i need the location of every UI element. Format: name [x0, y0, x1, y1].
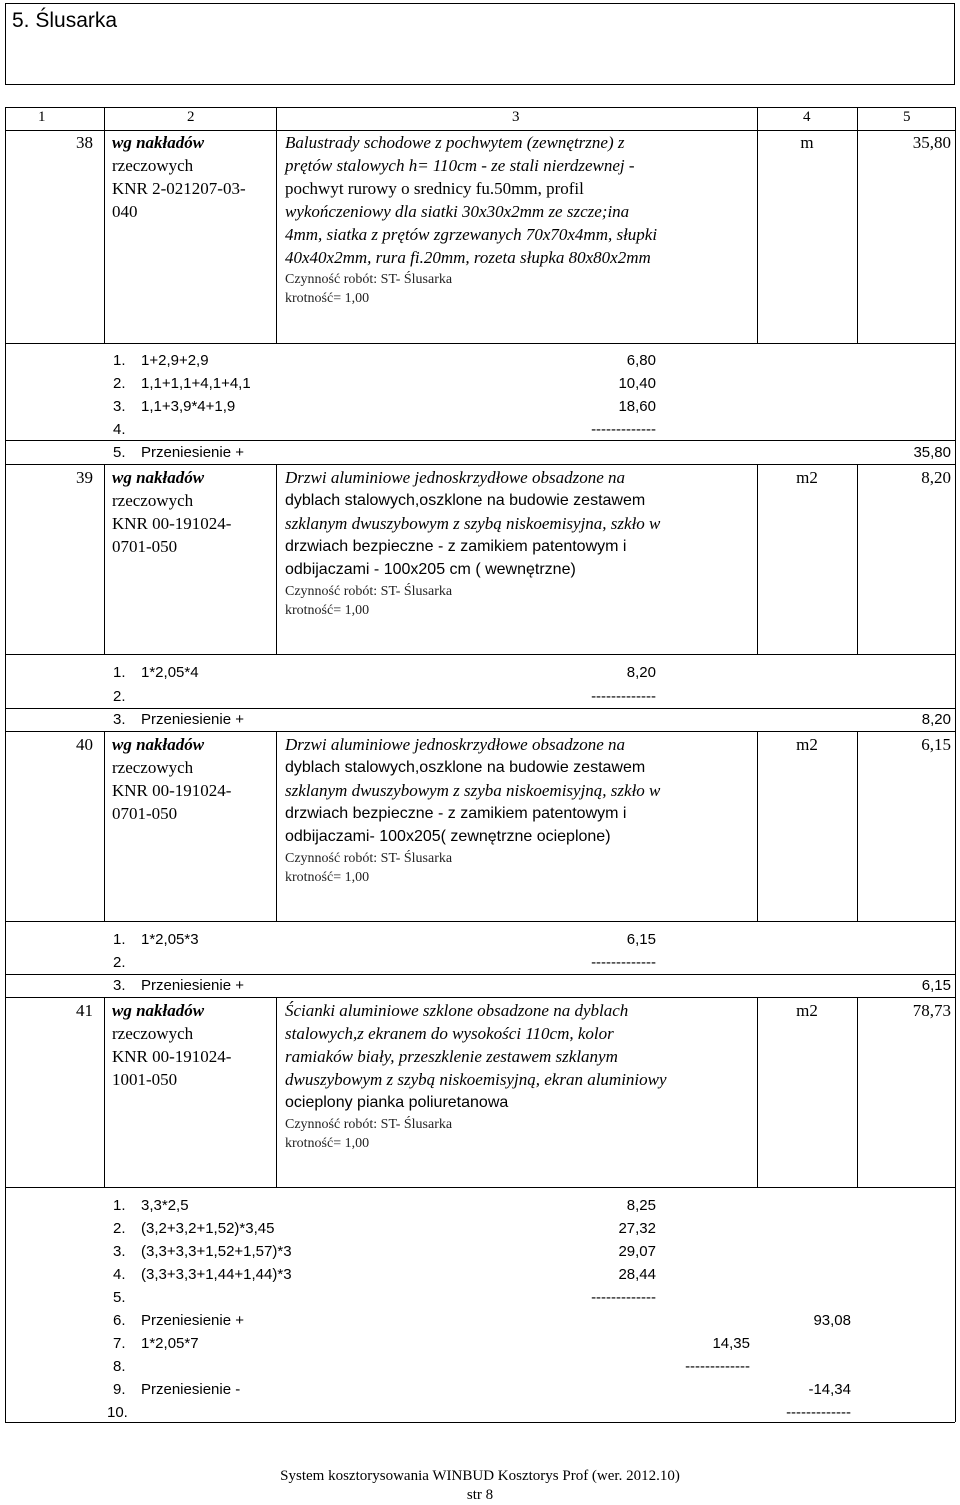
column-number: 2 [187, 109, 195, 125]
calc-index: 2. [113, 688, 126, 705]
calc-index: 3. [113, 398, 126, 415]
calc-expression: 1+2,9+2,9 [141, 352, 209, 369]
description-line: ramiaków biały, przeszklenie zestawem szklanym [285, 1047, 618, 1066]
calc-value: 6,15 [921, 977, 951, 994]
calc-expression: (3,3+3,3+1,44+1,44)*3 [141, 1266, 292, 1283]
calc-value: 8,25 [626, 1197, 656, 1214]
basis-line: KNR 00-191024- [112, 1047, 232, 1066]
section-number: 5. [12, 9, 30, 32]
col-divider [857, 731, 858, 921]
calc-index: 3. [113, 977, 126, 994]
col-divider [276, 997, 277, 1187]
quantity: 35,80 [912, 133, 951, 152]
col-divider [757, 997, 758, 1187]
table-left-border [5, 107, 6, 1422]
calc-value: ------------- [786, 1404, 851, 1421]
row-separator [5, 997, 955, 998]
calc-value: 6,15 [626, 931, 656, 948]
calc-index: 1. [113, 664, 126, 681]
calc-index: 2. [113, 954, 126, 971]
col-divider [757, 464, 758, 654]
description-line: Drzwi aluminiowe jednoskrzydłowe obsadzone na [285, 468, 625, 487]
col-divider [757, 731, 758, 921]
description-line: Ścianki aluminiowe szklone obsadzone na dyblach [285, 1001, 629, 1020]
unit: m2 [796, 1001, 818, 1020]
calc-value: 18,60 [618, 398, 656, 415]
col-divider [857, 464, 858, 654]
description-line: wykończeniowy dla siatki 30x30x2mm ze szcze;ina [285, 202, 630, 221]
description-line: dwuszybowym z szybą niskoemisyjną, ekran aluminiowy [285, 1070, 667, 1089]
description-line: odbijaczami- 100x205( zewnętrzne ocieplone) [285, 828, 611, 845]
description-line: szklanym dwuszybowym z szybą niskoemisyjna, szkło w [285, 514, 661, 533]
basis-line: wg nakładów [112, 735, 205, 754]
calc-value: 28,44 [618, 1266, 656, 1283]
calc-value: -14,34 [808, 1381, 851, 1398]
basis-line: wg nakładów [112, 1001, 205, 1020]
unit: m [800, 133, 814, 152]
calc-expression: Przeniesienie - [141, 1381, 241, 1398]
multiplier: krotność= 1,00 [285, 1136, 370, 1151]
basis-line: KNR 2-021207-03- [112, 179, 246, 198]
calc-index: 4. [113, 421, 126, 438]
work-type: Czynność robót: ST- Ślusarka [285, 1117, 453, 1132]
section-name: Ślusarka [35, 9, 118, 32]
column-number: 3 [512, 109, 520, 125]
row-separator [5, 654, 955, 655]
row-separator [5, 708, 955, 709]
calc-value: ------------- [591, 1289, 656, 1306]
calc-value: ------------- [591, 954, 656, 971]
calc-value: 27,32 [618, 1220, 656, 1237]
table-top-border [5, 107, 955, 108]
col-divider [276, 464, 277, 654]
calc-index: 1. [113, 352, 126, 369]
description-line: dyblach stalowych,oszklone na budowie zestawem [285, 492, 646, 509]
description-line: drzwiach bezpieczne - z zamikiem patentowym i [285, 805, 627, 822]
calc-index: 1. [113, 1197, 126, 1214]
basis-line: 040 [112, 202, 138, 221]
basis-line: 1001-050 [112, 1070, 178, 1089]
description-line: Balustrady schodowe z pochwytem (zewnętrzne) z [285, 133, 625, 152]
row-separator [5, 974, 955, 975]
basis-line: KNR 00-191024- [112, 514, 232, 533]
basis-line: wg nakładów [112, 468, 205, 487]
column-number: 5 [903, 109, 911, 125]
description-line: stalowych,z ekranem do wysokości 110cm, kolor [285, 1024, 614, 1043]
item-number: 41 [76, 1001, 93, 1020]
multiplier: krotność= 1,00 [285, 291, 370, 306]
calc-expression: 1*2,05*7 [141, 1335, 199, 1352]
table-right-border [955, 107, 956, 1422]
item-number: 39 [76, 468, 93, 487]
description-line: pochwyt rurowy o srednicy fu.50mm, profil [285, 179, 584, 198]
calc-value: 29,07 [618, 1243, 656, 1260]
multiplier: krotność= 1,00 [285, 603, 370, 618]
calc-value: 6,80 [626, 352, 656, 369]
calc-index: 1. [113, 931, 126, 948]
calc-value: 35,80 [913, 444, 951, 461]
description-line: dyblach stalowych,oszklone na budowie zestawem [285, 759, 646, 776]
item-number: 38 [76, 133, 93, 152]
row-separator [5, 464, 955, 465]
description-line: 40x40x2mm, rura fi.20mm, rozeta słupka 80x80x2mm [285, 248, 651, 267]
footer-system: System kosztorysowania WINBUD Kosztorys Prof (wer. 2012.10) [280, 1468, 680, 1484]
calc-value: 8,20 [921, 711, 951, 728]
row-separator [5, 343, 955, 344]
col-divider [104, 107, 105, 343]
basis-line: 0701-050 [112, 537, 178, 556]
description-line: 4mm, siatka z prętów zgrzewanych 70x70x4mm, słupki [285, 225, 658, 244]
calc-index: 5. [113, 444, 126, 461]
calc-index: 9. [113, 1381, 126, 1398]
calc-expression: 1,1+3,9*4+1,9 [141, 398, 236, 415]
calc-index: 2. [113, 1220, 126, 1237]
section-title [12, 9, 117, 33]
section-header [5, 3, 955, 85]
description-line: prętów stalowych h= 110cm - ze stali nierdzewnej - [285, 156, 635, 175]
row-separator [5, 731, 955, 732]
calc-index: 6. [113, 1312, 126, 1329]
calc-expression: Przeniesienie + [141, 977, 244, 994]
calc-expression: (3,2+3,2+1,52)*3,45 [141, 1220, 275, 1237]
calc-value: 14,35 [712, 1335, 750, 1352]
work-type: Czynność robót: ST- Ślusarka [285, 584, 453, 599]
description-line: szklanym dwuszybowym z szyba niskoemisyjną, szkło w [285, 781, 661, 800]
calc-value: ------------- [591, 688, 656, 705]
column-number: 1 [38, 109, 46, 125]
description-line: Drzwi aluminiowe jednoskrzydłowe obsadzone na [285, 735, 625, 754]
quantity: 8,20 [921, 468, 951, 487]
calc-value: ------------- [685, 1358, 750, 1375]
calc-expression: 3,3*2,5 [141, 1197, 189, 1214]
calc-expression: Przeniesienie + [141, 1312, 244, 1329]
calc-value: 8,20 [626, 664, 656, 681]
description-line: odbijaczami - 100x205 cm ( wewnętrzne) [285, 561, 576, 578]
basis-line: rzeczowych [112, 758, 194, 777]
unit: m2 [796, 468, 818, 487]
calc-expression: 1*2,05*3 [141, 931, 199, 948]
calc-expression: (3,3+3,3+1,52+1,57)*3 [141, 1243, 292, 1260]
basis-line: KNR 00-191024- [112, 781, 232, 800]
calc-value: ------------- [591, 421, 656, 438]
unit: m2 [796, 735, 818, 754]
calc-expression: 1,1+1,1+4,1+4,1 [141, 375, 251, 392]
work-type: Czynność robót: ST- Ślusarka [285, 272, 453, 287]
footer-page-number: str 8 [466, 1487, 494, 1503]
col-divider [276, 107, 277, 343]
basis-line: 0701-050 [112, 804, 178, 823]
basis-line: wg nakładów [112, 133, 205, 152]
calc-index: 4. [113, 1266, 126, 1283]
work-type: Czynność robót: ST- Ślusarka [285, 851, 453, 866]
calc-index: 5. [113, 1289, 126, 1306]
description-line: ocieplony pianka poliuretanowa [285, 1094, 509, 1111]
calc-value: 93,08 [813, 1312, 851, 1329]
basis-line: rzeczowych [112, 156, 194, 175]
row-separator [5, 1187, 955, 1188]
col-divider [276, 731, 277, 921]
calc-index: 8. [113, 1358, 126, 1375]
basis-line: rzeczowych [112, 491, 194, 510]
multiplier: krotność= 1,00 [285, 870, 370, 885]
column-number: 4 [803, 109, 811, 125]
col-divider [104, 731, 105, 921]
quantity: 6,15 [921, 735, 951, 754]
calc-index: 10. [107, 1404, 128, 1421]
calc-expression: Przeniesienie + [141, 711, 244, 728]
col-divider [857, 997, 858, 1187]
row-separator [5, 921, 955, 922]
quantity: 78,73 [912, 1001, 951, 1020]
calc-expression: Przeniesienie + [141, 444, 244, 461]
item-number: 40 [76, 735, 93, 754]
basis-line: rzeczowych [112, 1024, 194, 1043]
calc-index: 2. [113, 375, 126, 392]
calc-index: 3. [113, 711, 126, 728]
calc-index: 7. [113, 1335, 126, 1352]
col-divider [104, 464, 105, 654]
calc-index: 3. [113, 1243, 126, 1260]
calc-value: 10,40 [618, 375, 656, 392]
description-line: drzwiach bezpieczne - z zamikiem patentowym i [285, 538, 627, 555]
calc-expression: 1*2,05*4 [141, 664, 199, 681]
col-divider [104, 997, 105, 1187]
row-separator [5, 440, 955, 441]
